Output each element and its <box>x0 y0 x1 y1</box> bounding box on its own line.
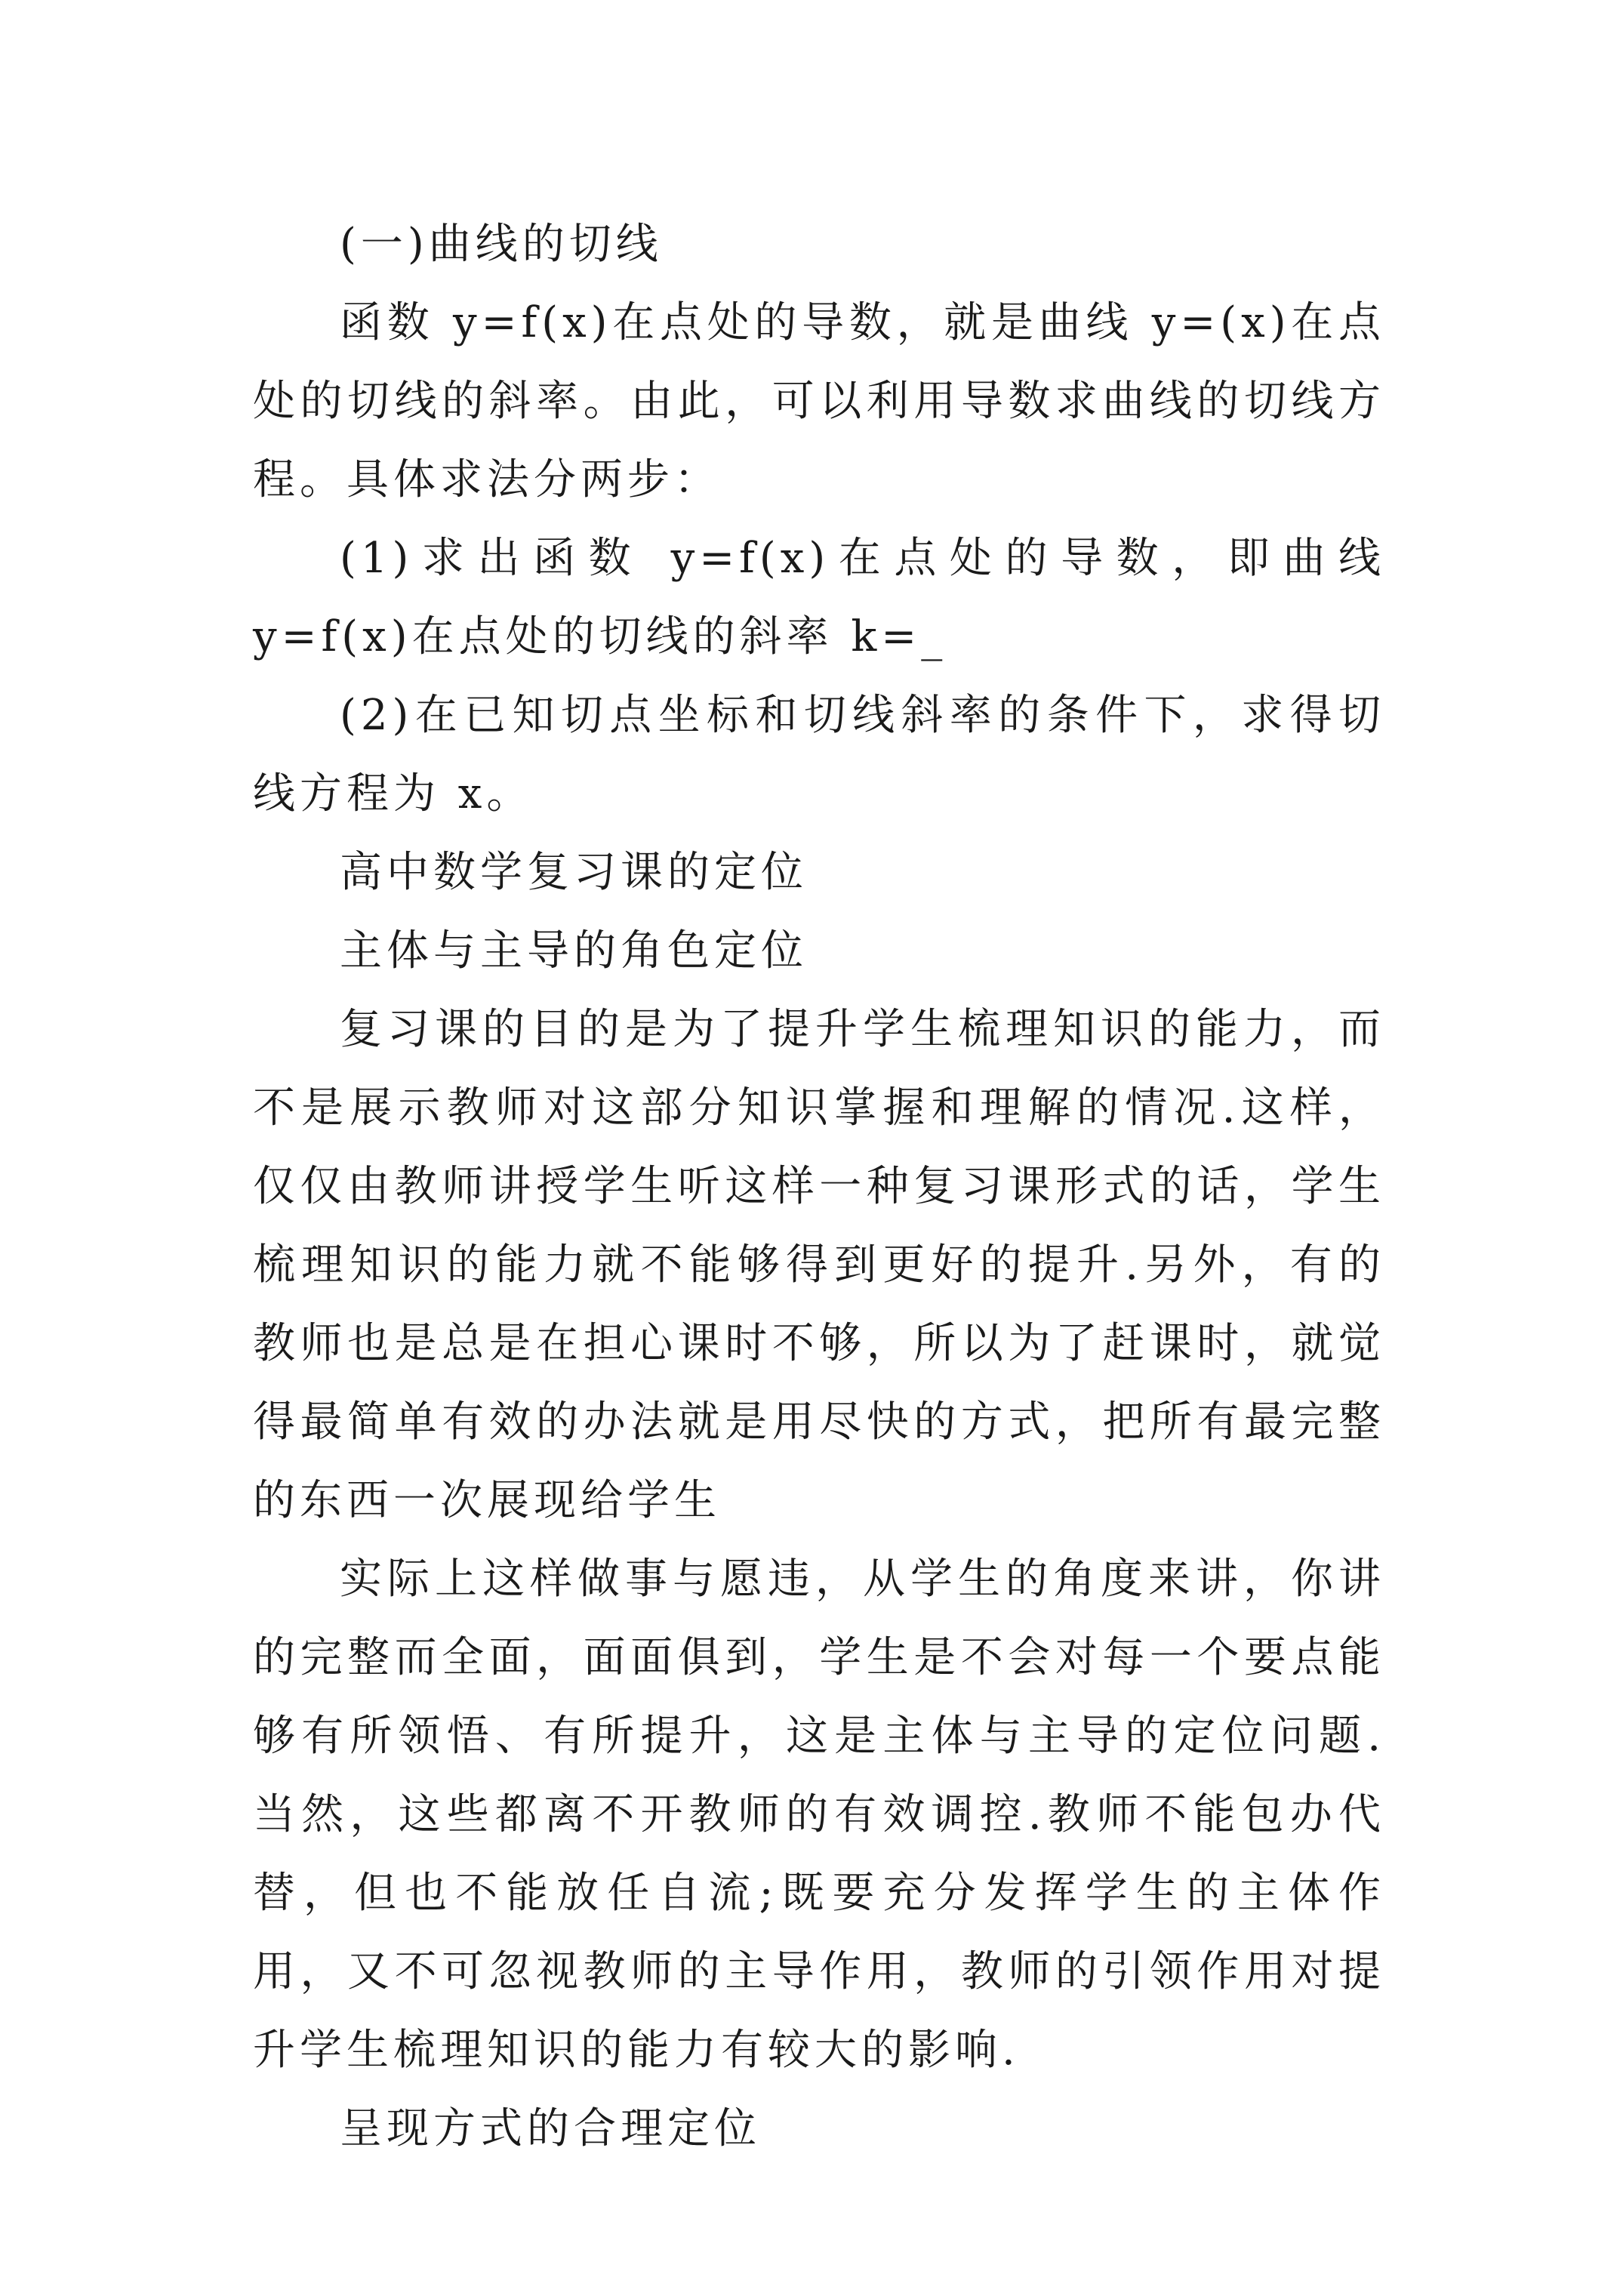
paragraph-subject-leading: 实际上这样做事与愿违，从学生的角度来讲，你讲的完整而全面，面面俱到，学生是不会对每一个要点能够有所领悟、有所提升，这是主体与主导的定位问题.当然，这些都离不开教师的有效调控.教师不能包办代替，但也不能放任自流;既要充分发挥学生的主体作用，又不可忽视教师的主导作用，教师的引领作用对提升学生梳理知识的能力有较大的影响. <box>253 1555 1385 2075</box>
paragraph-step-1: (1)求出函数 y=f(x)在点处的导数，即曲线 y=f(x)在点处的切线的斜率 k=_ <box>253 534 1385 661</box>
heading-role-positioning: 主体与主导的角色定位 <box>340 926 808 975</box>
paragraph-step-2: (2)在已知切点坐标和切线斜率的条件下，求得切线方程为 x。 <box>253 691 1385 818</box>
document-body <box>253 205 1385 2168</box>
heading-presentation-positioning: 呈现方式的合理定位 <box>340 2104 761 2153</box>
paragraph-review-purpose: 复习课的目的是为了提升学生梳理知识的能力，而不是展示教师对这部分知识掌握和理解的情况.这样，仅仅由教师讲授学生听这样一种复习课形式的话，学生梳理知识的能力就不能够得到更好的提升.另外，有的教师也是总是在担心课时不够，所以为了赶课时，就觉得最简单有效的办法就是用尽快的方式，把所有最完整的东西一次展现给学生 <box>253 1005 1385 1525</box>
paragraph-derivative-definition: 函数 y=f(x)在点处的导数，就是曲线 y=(x)在点处的切线的斜率。由此，可以利用导数求曲线的切线方程。具体求法分两步： <box>253 298 1385 504</box>
section-heading-tangent: (一)曲线的切线 <box>340 220 663 269</box>
heading-review-lesson: 高中数学复习课的定位 <box>340 848 808 897</box>
